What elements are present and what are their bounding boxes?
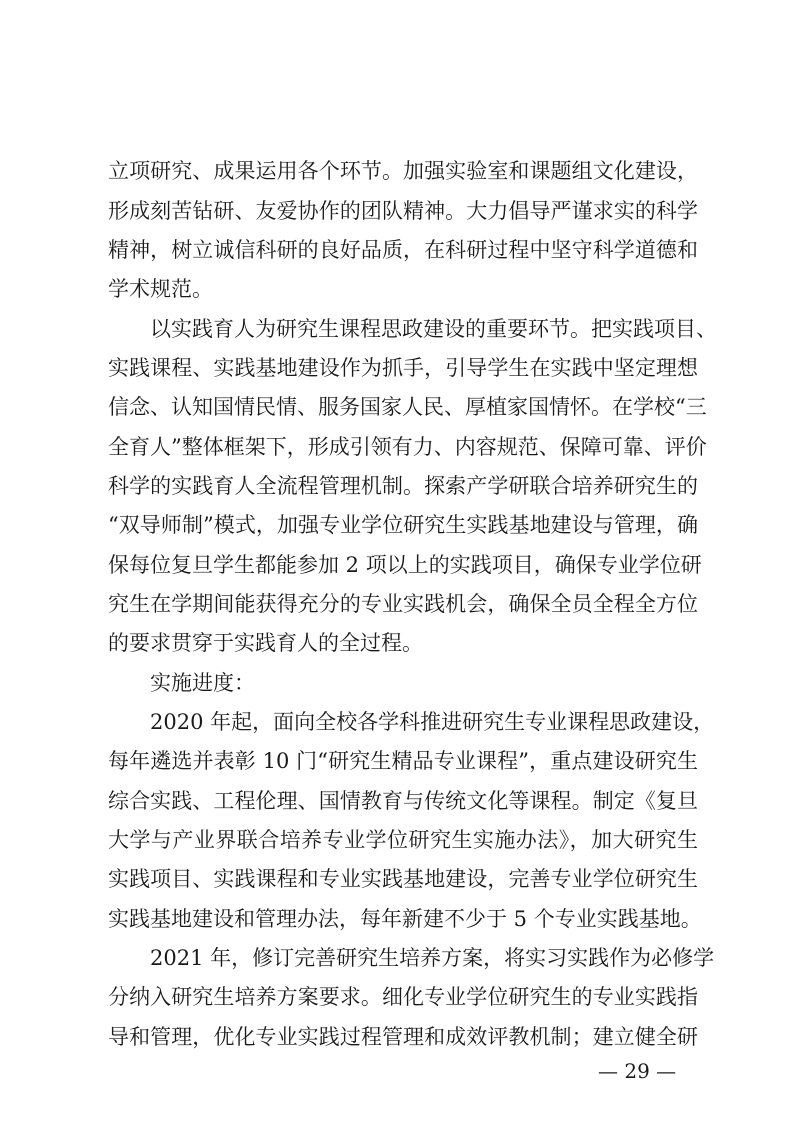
text-line: 实践项目、实践课程和专业实践基地建设，完善专业学位研究生 xyxy=(108,867,698,891)
paragraph-first-line: 2021 年，修订完善研究生培养方案，将实习实践作为必修学 xyxy=(150,946,715,970)
section-heading: 实施进度： xyxy=(150,671,255,695)
text-line: 导和管理，优化专业实践过程管理和成效评教机制；建立健全研 xyxy=(108,1025,698,1049)
text-line: 保每位复旦学生都能参加 2 项以上的实践项目，确保专业学位研 xyxy=(108,553,702,577)
text-line: 的要求贯穿于实践育人的全过程。 xyxy=(108,631,423,655)
text-line: 分纳入研究生培养方案要求。细化专业学位研究生的专业实践指 xyxy=(108,985,698,1009)
text-line: 实践课程、实践基地建设作为抓手，引导学生在实践中坚定理想 xyxy=(108,356,698,380)
text-line: 大学与产业界联合培养专业学位研究生实施办法》，加大研究生 xyxy=(108,828,698,852)
text-line: 精神，树立诚信科研的良好品质，在科研过程中坚守科学道德和 xyxy=(108,238,698,262)
text-line: 全育人”整体框架下，形成引领有力、内容规范、保障可靠、评价 xyxy=(108,435,707,459)
text-line: 立项研究、成果运用各个环节。加强实验室和课题组文化建设， xyxy=(108,159,698,183)
paragraph-first-line: 以实践育人为研究生课程思政建设的重要环节。把实践项目、 xyxy=(150,317,717,341)
text-line: 每年遴选并表彰 10 门“研究生精品专业课程”，重点建设研究生 xyxy=(108,749,698,773)
page-number: — 29 — xyxy=(598,1059,677,1083)
paragraph-first-line: 2020 年起，面向全校各学科推进研究生专业课程思政建设， xyxy=(150,710,715,734)
text-line: 综合实践、工程伦理、国情教育与传统文化等课程。制定《复旦 xyxy=(108,789,698,813)
text-line: 实践基地建设和管理办法，每年新建不少于 5 个专业实践基地。 xyxy=(108,907,702,931)
text-line: 科学的实践育人全流程管理机制。探索产学研联合培养研究生的 xyxy=(108,474,698,498)
text-line: “双导师制”模式，加强专业学位研究生实践基地建设与管理，确 xyxy=(108,513,698,537)
text-line: 究生在学期间能获得充分的专业实践机会，确保全员全程全方位 xyxy=(108,592,698,616)
text-line: 形成刻苦钻研、友爱协作的团队精神。大力倡导严谨求实的科学 xyxy=(108,199,698,223)
text-line: 学术规范。 xyxy=(108,277,213,301)
text-line: 信念、认知国情民情、服务国家人民、厚植家国情怀。在学校“三 xyxy=(108,395,707,419)
